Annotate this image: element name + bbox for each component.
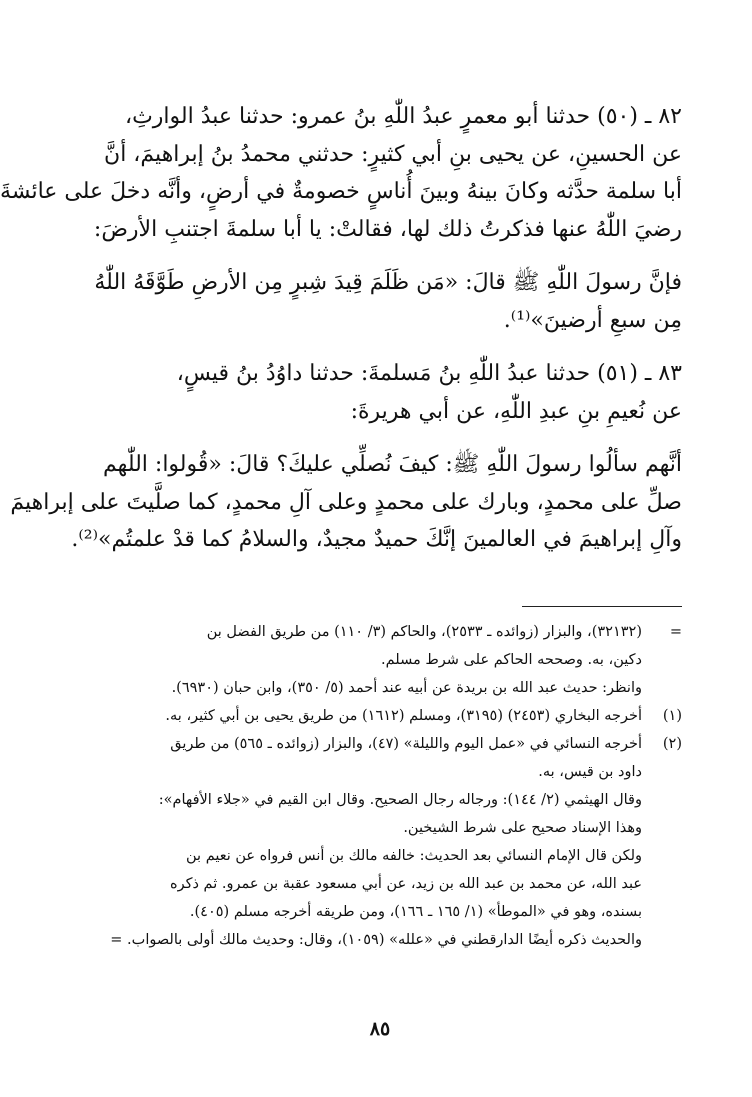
- text-line: أبا سلمة حدَّثه وكانَ بينهُ وبينَ أُناسٍ خصومةٌ في أرضٍ، وأنَّه دخلَ على عائشةَ: [0, 179, 682, 204]
- hadith-82-matn: [78, 264, 682, 339]
- footnote-line: داود بن قيس، به.: [538, 764, 642, 780]
- text-line: وآلِ إبراهيمَ في العالمينَ إنَّكَ حميدٌ مجيدٌ، والسلامُ كما قدْ علمتُم»⁽²⁾.: [71, 527, 682, 552]
- footnote-line: أخرجه النسائي في «عمل اليوم والليلة» (٤٧)، والبزار (زوائده ـ ٥٦٥) من طريق: [170, 736, 642, 752]
- footnotes: [78, 618, 682, 954]
- footnote-marker: =: [669, 624, 682, 640]
- page-number: ٨٥: [369, 1018, 391, 1040]
- text-line: ٨٢ ـ (٥٠) حدثنا أبو معمرٍ عبدُ اللّٰهِ بنُ عمرو: حدثنا عبدُ الوارثِ،: [124, 104, 682, 129]
- footnote-text: [78, 618, 642, 702]
- footnote-separator: [522, 606, 682, 607]
- footnote-text: [78, 702, 642, 730]
- footnote-2: [78, 730, 682, 954]
- text-line: ٨٣ ـ (٥١) حدثنا عبدُ اللّٰهِ بنُ مَسلمةَ: حدثنا داوُدُ بنُ قيسٍ،: [176, 361, 682, 386]
- text-line: أنَّهم سألُوا رسولَ اللّٰهِ ﷺ: كيفَ نُصلِّي عليكَ؟ قالَ: «قُولوا: اللّٰهم: [103, 452, 682, 477]
- text-line: صلِّ على محمدٍ، وبارك على محمدٍ وعلى آلِ محمدٍ، كما صلَّيتَ على إبراهيمَ: [10, 489, 682, 515]
- hadith-83-isnad: [78, 355, 682, 430]
- footnote-line: ولكن قال الإمام النسائي بعد الحديث: خالفه مالك بن أنس فرواه عن نعيم بن: [186, 848, 642, 864]
- footnote-1: [78, 702, 682, 730]
- text-line: عن الحسينِ، عن يحيى بنِ أبي كثيرٍ: حدثني محمدُ بنُ إبراهيمَ، أنَّ: [104, 141, 682, 167]
- text-line: عن نُعيمِ بنِ عبدِ اللّٰهِ، عن أبي هريرةَ:: [350, 398, 682, 424]
- text-line: فإنَّ رسولَ اللّٰهِ ﷺ قالَ: «مَن ظَلَمَ قِيدَ شِبرٍ مِن الأرضِ طَوَّقَهُ اللّٰهُ: [94, 270, 682, 295]
- hadith-83-matn: [10, 446, 682, 559]
- main-text: [0, 98, 682, 575]
- footnote-line: وانظر: حديث عبد الله بن بريدة عن أبيه عند أحمد (٥/ ٣٥٠)، وابن حبان (٦٩٣٠).: [171, 680, 642, 696]
- footnote-line: (٣٢١٣٢)، والبزار (زوائده ـ ٢٥٣٣)، والحاكم (٣/ ١١٠) من طريق الفضل بن: [206, 624, 642, 640]
- footnote-line: وهذا الإسناد صحيح على شرط الشيخين.: [403, 820, 642, 836]
- text-line: رضيَ اللّٰهُ عنها فذكرتُ ذلك لها، فقالتْ: يا أبا سلمةَ اجتنبِ الأرضَ:: [93, 216, 682, 242]
- footnote-continued: [78, 618, 682, 702]
- footnote-marker: (١): [662, 708, 682, 724]
- text-line: مِن سبعِ أرضينَ»⁽¹⁾.: [503, 307, 682, 333]
- footnote-line: والحديث ذكره أيضًا الدارقطني في «علله» (١٠٥٩)، وقال: وحديث مالك أولى بالصواب. =: [110, 932, 642, 948]
- footnote-line: عبد الله، عن محمد بن عبد الله بن زيد، عن أبي مسعود عقبة بن عمرو. ثم ذكره: [169, 876, 642, 892]
- footnote-line: دكين، به. وصححه الحاكم على شرط مسلم.: [381, 652, 642, 668]
- footnote-text: [78, 730, 642, 954]
- hadith-82-isnad: [0, 98, 682, 248]
- footnote-line: أخرجه البخاري (٢٤٥٣) (٣١٩٥)، ومسلم (١٦١٢) من طريق يحيى بن أبي كثير، به.: [165, 708, 642, 724]
- footnote-line: وقال الهيثمي (٢/ ١٤٤): ورجاله رجال الصحيح. وقال ابن القيم في «جلاء الأفهام»:: [158, 792, 642, 808]
- footnote-line: بسنده، وهو في «الموطأ» (١/ ١٦٥ ـ ١٦٦)، ومن طريقه أخرجه مسلم (٤٠٥).: [189, 904, 642, 920]
- footnote-marker: (٢): [662, 736, 682, 752]
